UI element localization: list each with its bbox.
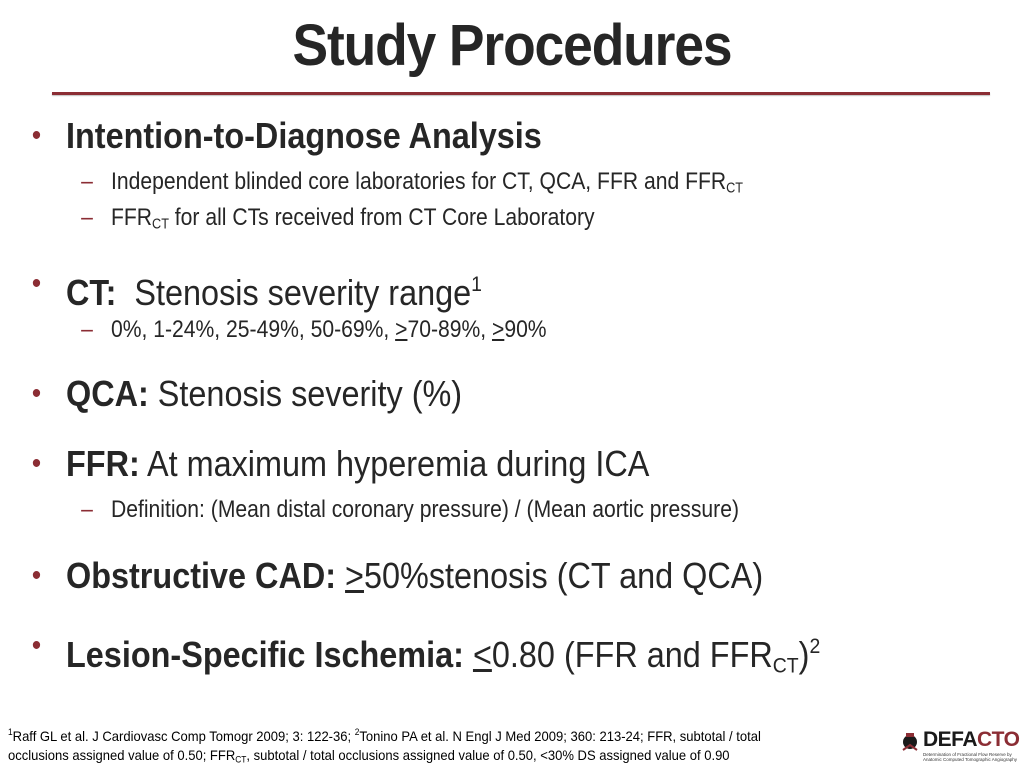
- slide-title: Study Procedures: [292, 13, 732, 78]
- sub-bullet-ffrct-all: – $FFR_{CT}$ for all CTs received from CT Core Laboratory: [81, 204, 595, 233]
- bullet-marker: •: [31, 447, 42, 480]
- bullet-marker: •: [31, 377, 42, 410]
- bullet-marker: •: [31, 629, 42, 662]
- bullet-ct: • CT: Stenosis severity range$^1$: [66, 264, 482, 313]
- logo-tagline: Determination of Fractional Flow Reserve by Anatomic Computed Tomographic Angiography: [923, 752, 1017, 762]
- sub-bullet-core-labs: – Independent blinded core laboratories for CT, QCA, FFR and $FFR_{CT}$: [81, 168, 744, 197]
- bullet-lesion-specific-ischemia: • Lesion-Specific Ischemia: <0.80 (FFR and $FFR_{CT})^2$: [66, 626, 820, 685]
- bullet-marker: •: [31, 267, 42, 300]
- footnote: [8, 723, 761, 769]
- sub-bullet-ffr-definition: – Definition: (Mean distal coronary pressure) / (Mean aortic pressure): [81, 496, 739, 523]
- bullet-heading: Intention-to-Diagnose Analysis: [66, 115, 542, 156]
- bullet-marker: •: [31, 559, 42, 592]
- bullet-obstructive-cad: • Obstructive CAD: >50%stenosis (CT and QCA): [31, 555, 764, 596]
- bullet-intention-to-diagnose: [31, 115, 542, 156]
- sub-bullet-marker: –: [81, 496, 93, 523]
- bullet-ffr: • FFR: At maximum hyperemia during ICA: [31, 443, 650, 484]
- sub-bullet-marker: –: [81, 168, 93, 195]
- sub-bullet-marker: –: [81, 204, 93, 231]
- bullet-marker: •: [31, 119, 42, 152]
- footnote-line-1: $^1$Raff GL et al. J Cardiovasc Comp Tomogr 2009; 3: 122-36; $^2$Tonino PA et al. N Engl J Med 2009; 360: 213-24; FFR, subtotal / total: [8, 727, 761, 744]
- heart-icon: [897, 730, 923, 756]
- defacto-logo: [897, 726, 1021, 766]
- logo-wordmark: DEFACTO: [923, 728, 1020, 751]
- sub-bullet-ct-ranges: – 0%, 1-24%, 25-49%, 50-69%, >70-89%, >90%: [81, 316, 547, 343]
- footnote-line-2: occlusions assigned value of 0.50; $FFR_{CT}$, subtotal / total occlusions assigned value of 0.50, <30% DS assigned value of 0.90: [8, 746, 730, 765]
- sub-bullet-marker: –: [81, 316, 93, 343]
- bullet-qca: • QCA: Stenosis severity (%): [31, 373, 463, 414]
